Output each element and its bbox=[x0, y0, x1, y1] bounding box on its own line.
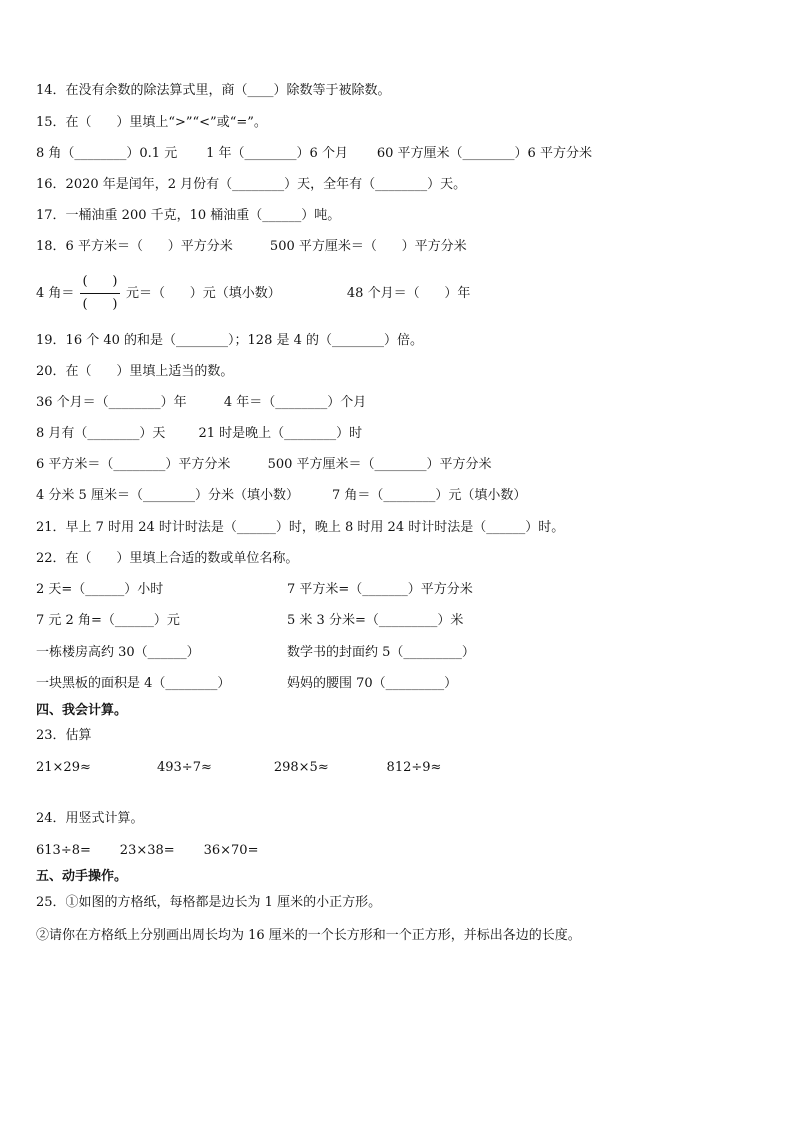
fraction-bar bbox=[80, 293, 120, 294]
question-22-d-right: 妈妈的腰围 70（_________） bbox=[287, 676, 458, 691]
question-25-part-2: ②请你在方格纸上分别画出周长均为 16 厘米的一个长方形和一个正方形，并标出各边的长度。 bbox=[36, 928, 581, 943]
question-15: 15．在（ ）里填上“>”“<”或“=”。 bbox=[36, 115, 267, 130]
question-14: 14．在没有余数的除法算式里，商（____）除数等于被除数。 bbox=[36, 83, 391, 98]
question-22-a-right: 7 平方米=（_______）平方分米 bbox=[287, 582, 473, 597]
question-20-row-a: 36 个月＝（________）年 4 年＝（________）个月 bbox=[36, 395, 367, 410]
question-24-items: 613÷8= 23×38= 36×70= bbox=[36, 843, 259, 858]
fraction-denominator-blank: ( ) bbox=[82, 297, 118, 312]
question-19: 19．16 个 40 的和是（________）；128 是 4 的（________）倍。 bbox=[36, 333, 424, 348]
question-20: 20．在（ ）里填上适当的数。 bbox=[36, 364, 234, 379]
question-22-a-left: 2 天=（______）小时 bbox=[36, 582, 164, 597]
question-18: 18．6 平方米＝（ ）平方分米 500 平方厘米＝（ ）平方分米 bbox=[36, 239, 467, 254]
fraction-numerator-blank: ( ) bbox=[82, 274, 118, 289]
question-21: 21．早上 7 时用 24 时计时法是（______）时，晚上 8 时用 24 时计时法是（______）时。 bbox=[36, 520, 565, 535]
question-22: 22．在（ ）里填上合适的数或单位名称。 bbox=[36, 551, 299, 566]
question-15-items: 8 角（________）0.1 元 1 年（________）6 个月 60 平方厘米（________）6 平方分米 bbox=[36, 146, 592, 161]
question-22-c-left: 一栋楼房高约 30（______） bbox=[36, 645, 200, 660]
question-23: 23．估算 bbox=[36, 728, 92, 743]
question-22-c-right: 数学书的封面约 5（_________） bbox=[287, 645, 475, 660]
question-23-items: 21×29≈ 493÷7≈ 298×5≈ 812÷9≈ bbox=[36, 760, 442, 775]
question-20-row-c: 6 平方米＝（________）平方分米 500 平方厘米＝（________）平方分米 bbox=[36, 457, 492, 472]
section-5-heading: 五、动手操作。 bbox=[36, 869, 128, 884]
question-16: 16．2020 年是闰年，2 月份有（________）天，全年有（________）天。 bbox=[36, 177, 467, 192]
question-24: 24．用竖式计算。 bbox=[36, 811, 144, 826]
fraction-blank bbox=[76, 272, 122, 316]
question-17: 17．一桶油重 200 千克，10 桶油重（______）吨。 bbox=[36, 208, 341, 223]
question-20-row-b: 8 月有（________）天 21 时是晚上（________）时 bbox=[36, 426, 363, 441]
question-18-fraction-line-right: 元＝（ ）元（填小数） 48 个月＝（ ）年 bbox=[126, 286, 471, 301]
question-22-d-left: 一块黑板的面积是 4（________） bbox=[36, 676, 231, 691]
question-20-row-d: 4 分米 5 厘米＝（________）分米（填小数） 7 角＝（________）元（填小数） bbox=[36, 488, 527, 503]
question-22-b-right: 5 米 3 分米=（_________）米 bbox=[287, 613, 464, 628]
section-4-heading: 四、我会计算。 bbox=[36, 703, 128, 718]
question-18-fraction-line-left: 4 角＝ bbox=[36, 286, 75, 301]
question-25: 25．①如图的方格纸，每格都是边长为 1 厘米的小正方形。 bbox=[36, 895, 382, 910]
question-22-b-left: 7 元 2 角=（______）元 bbox=[36, 613, 180, 628]
